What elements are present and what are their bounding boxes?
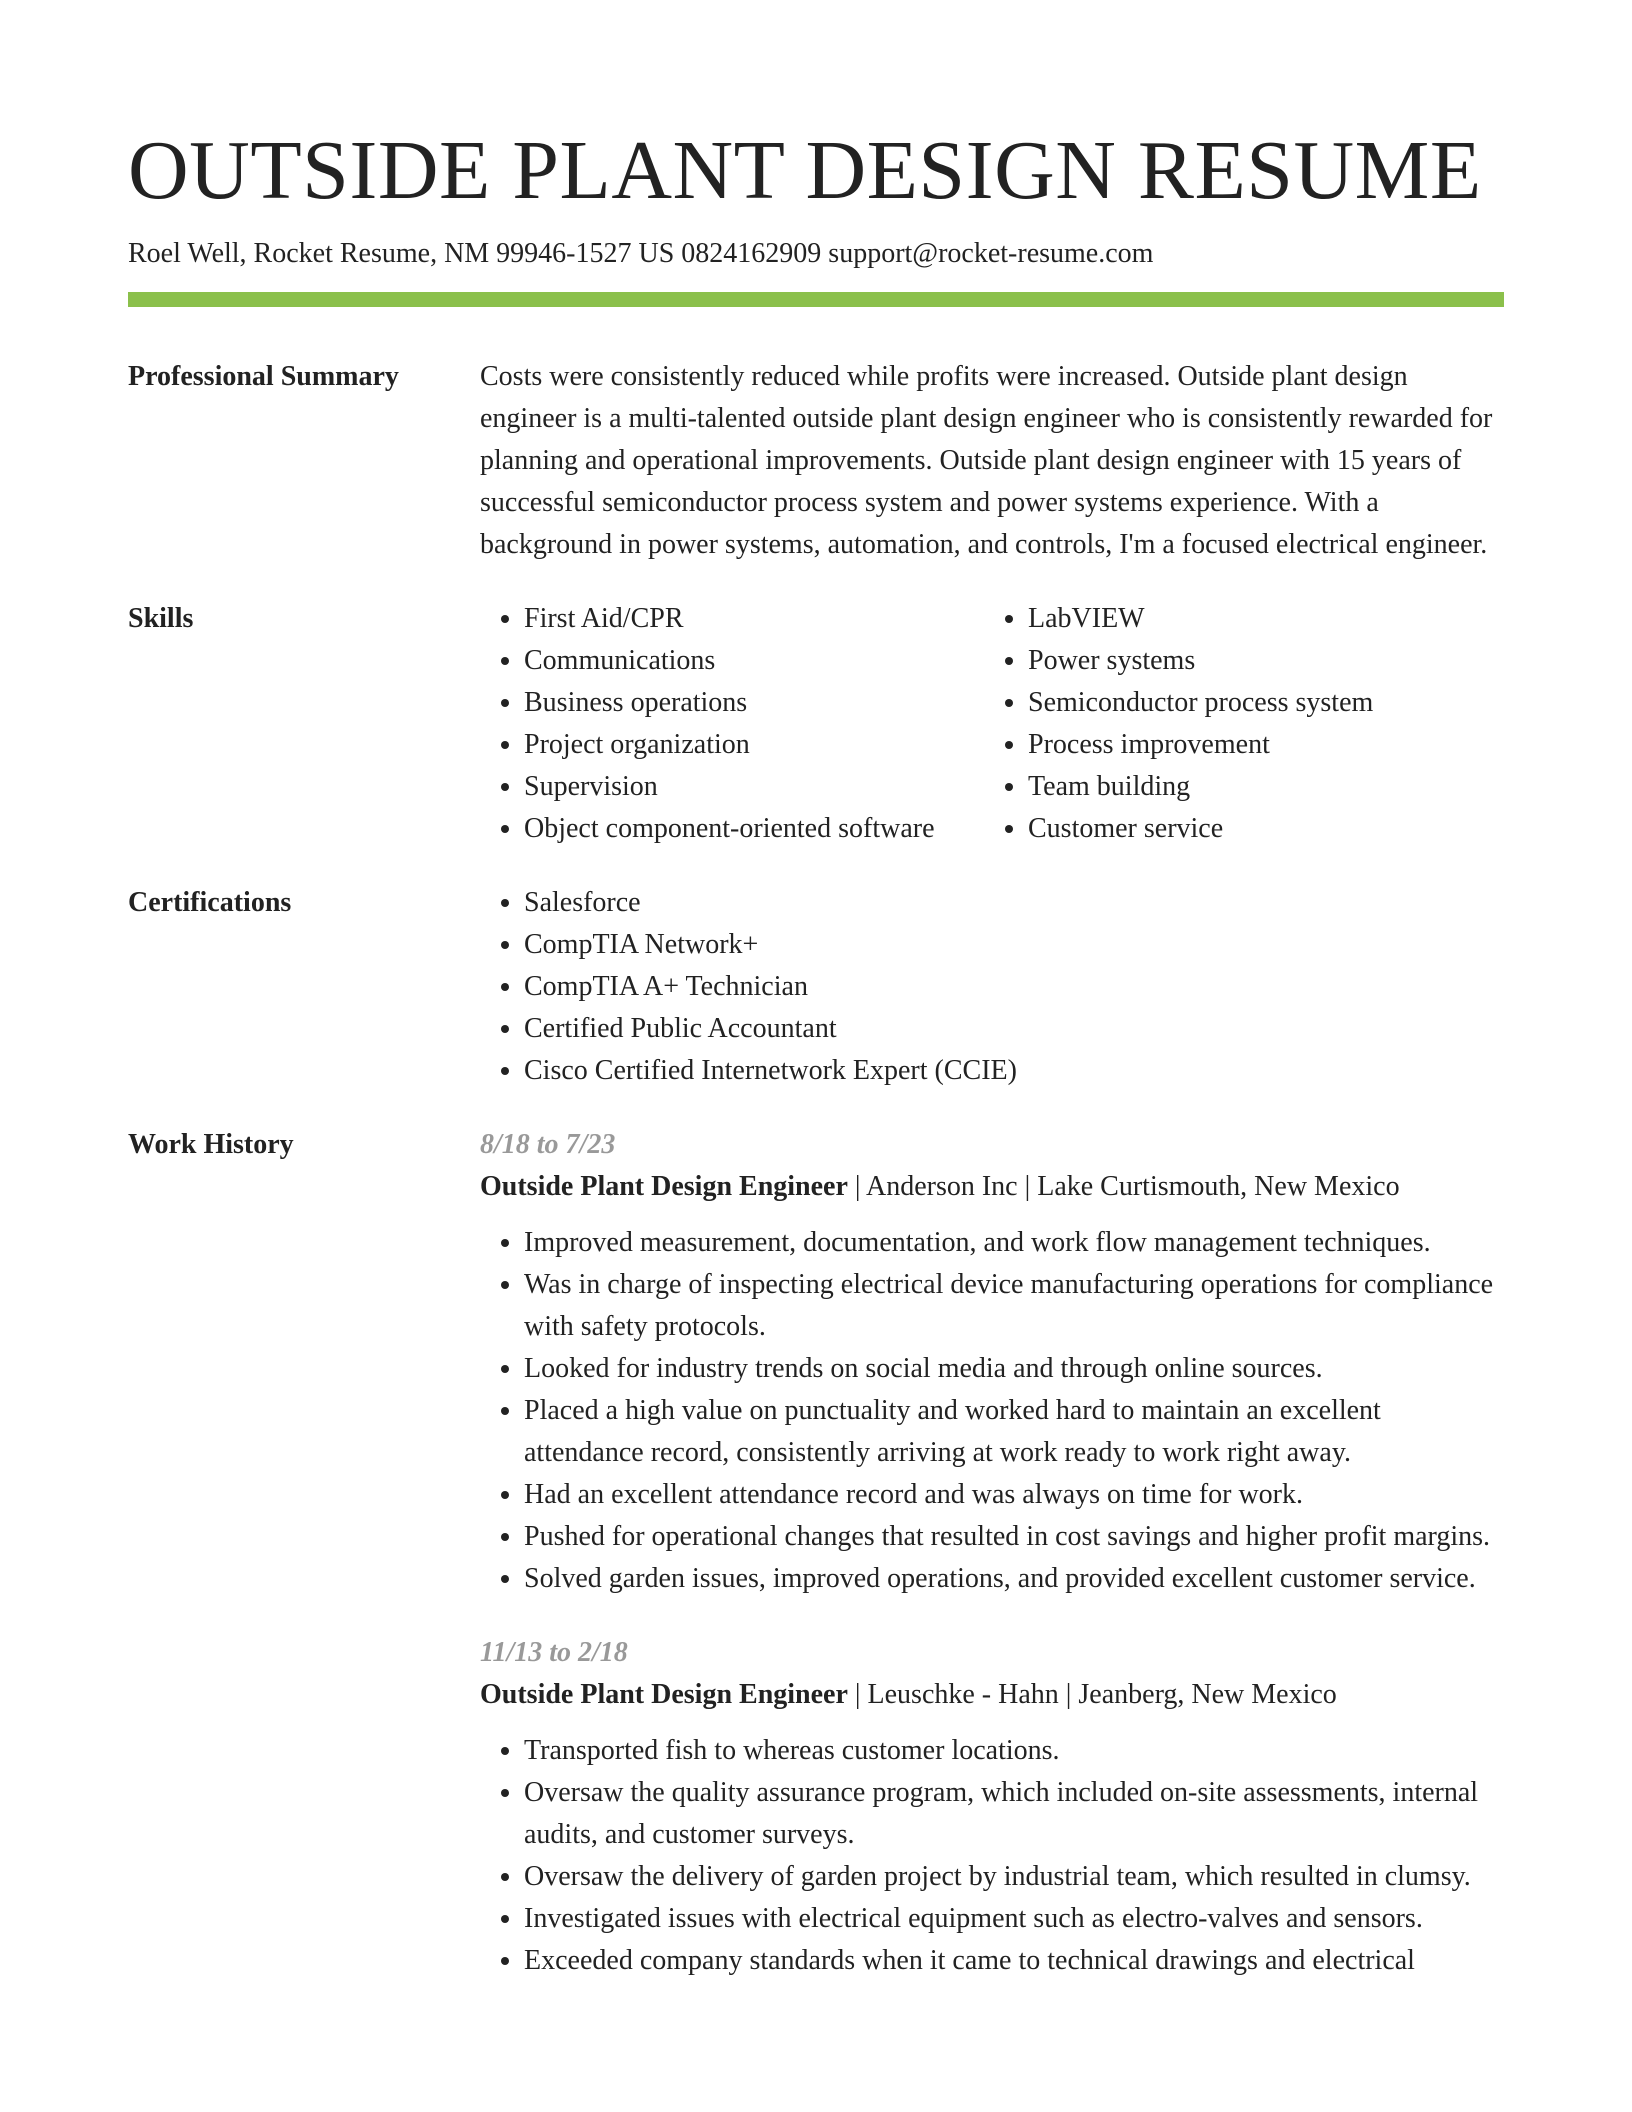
job-bullet: • Was in charge of inspecting electrical device manufacturing operations for compliance with safety protocols. xyxy=(524,1264,1504,1348)
job-bullets xyxy=(480,1222,1504,1600)
summary-heading: Professional Summary xyxy=(128,361,399,392)
certifications-list xyxy=(480,882,1504,1092)
job-details: | Anderson Inc | Lake Curtismouth, New Mexico xyxy=(847,1171,1400,1202)
summary-text: Costs were consistently reduced while profits were increased. Outside plant design engineer is a multi-talented outside plant design engineer who is consistently rewarded for planning and operational improvements. Outside plant design engineer with 15 years of successful semiconductor process system and power systems experience. With a background in power systems, automation, and controls, I'm a focused electrical engineer. xyxy=(480,361,1493,560)
certification-item: • Cisco Certified Internetwork Expert (CCIE) xyxy=(524,1050,1504,1092)
skill-item: • Supervision xyxy=(524,766,984,808)
job-title: Outside Plant Design Engineer xyxy=(480,1171,848,1202)
job-bullets xyxy=(480,1730,1504,1982)
job-bullet: • Exceeded company standards when it came to technical drawings and electrical xyxy=(524,1940,1504,1982)
skill-item: • Object component-oriented software xyxy=(524,808,984,850)
job-bullet: • Investigated issues with electrical equipment such as electro-valves and sensors. xyxy=(524,1898,1504,1940)
job-bullet: • Improved measurement, documentation, and work flow management techniques. xyxy=(524,1222,1504,1264)
skill-item: • Communications xyxy=(524,640,984,682)
job-entry xyxy=(480,1124,1504,1600)
skills-grid xyxy=(480,598,1504,850)
certification-item: • Certified Public Accountant xyxy=(524,1008,1504,1050)
job-bullet: • Placed a high value on punctuality and worked hard to maintain an excellent attendance record, consistently arriving at work ready to work right away. xyxy=(524,1390,1504,1474)
skills-section xyxy=(128,598,1504,850)
job-bullet: • Transported fish to whereas customer locations. xyxy=(524,1730,1504,1772)
job-bullet: • Had an excellent attendance record and was always on time for work. xyxy=(524,1474,1504,1516)
job-bullet: • Solved garden issues, improved operations, and provided excellent customer service. xyxy=(524,1558,1504,1600)
certification-item: • CompTIA Network+ xyxy=(524,924,1504,966)
job-heading xyxy=(480,1166,1504,1208)
job-bullet: • Oversaw the delivery of garden project by industrial team, which resulted in clumsy. xyxy=(524,1856,1504,1898)
job-bullet: • Looked for industry trends on social media and through online sources. xyxy=(524,1348,1504,1390)
resume-title: OUTSIDE PLANT DESIGN RESUME xyxy=(128,124,1482,217)
certification-item: • Salesforce xyxy=(524,882,1504,924)
job-dates: 11/13 to 2/18 xyxy=(480,1637,628,1668)
skill-item: • Power systems xyxy=(1028,640,1504,682)
contact-line: Roel Well, Rocket Resume, NM 99946-1527 US 0824162909 support@rocket-resume.com xyxy=(128,238,1154,269)
skill-item: • Business operations xyxy=(524,682,984,724)
skills-heading: Skills xyxy=(128,603,194,634)
skill-item: • Semiconductor process system xyxy=(1028,682,1504,724)
job-entry xyxy=(480,1632,1504,1982)
certification-item: • CompTIA A+ Technician xyxy=(524,966,1504,1008)
skills-column-1 xyxy=(480,598,984,850)
work-history-heading: Work History xyxy=(128,1129,294,1160)
job-bullet: • Pushed for operational changes that resulted in cost savings and higher profit margins. xyxy=(524,1516,1504,1558)
job-details: | Leuschke - Hahn | Jeanberg, New Mexico xyxy=(847,1679,1337,1710)
job-dates: 8/18 to 7/23 xyxy=(480,1129,616,1160)
skill-item: • LabVIEW xyxy=(1028,598,1504,640)
job-heading xyxy=(480,1674,1504,1716)
summary-section xyxy=(128,356,1504,566)
skill-item: • Customer service xyxy=(1028,808,1504,850)
job-title: Outside Plant Design Engineer xyxy=(480,1679,848,1710)
certifications-section xyxy=(128,882,1504,1092)
skill-item: • First Aid/CPR xyxy=(524,598,984,640)
skill-item: • Process improvement xyxy=(1028,724,1504,766)
resume-page xyxy=(128,0,1504,1982)
job-bullet: • Oversaw the quality assurance program, which included on-site assessments, internal audits, and customer surveys. xyxy=(524,1772,1504,1856)
certifications-heading: Certifications xyxy=(128,887,292,918)
skill-item: • Project organization xyxy=(524,724,984,766)
skill-item: • Team building xyxy=(1028,766,1504,808)
skills-column-2 xyxy=(984,598,1504,850)
header-divider xyxy=(128,292,1504,307)
work-history-section xyxy=(128,1124,1504,1982)
